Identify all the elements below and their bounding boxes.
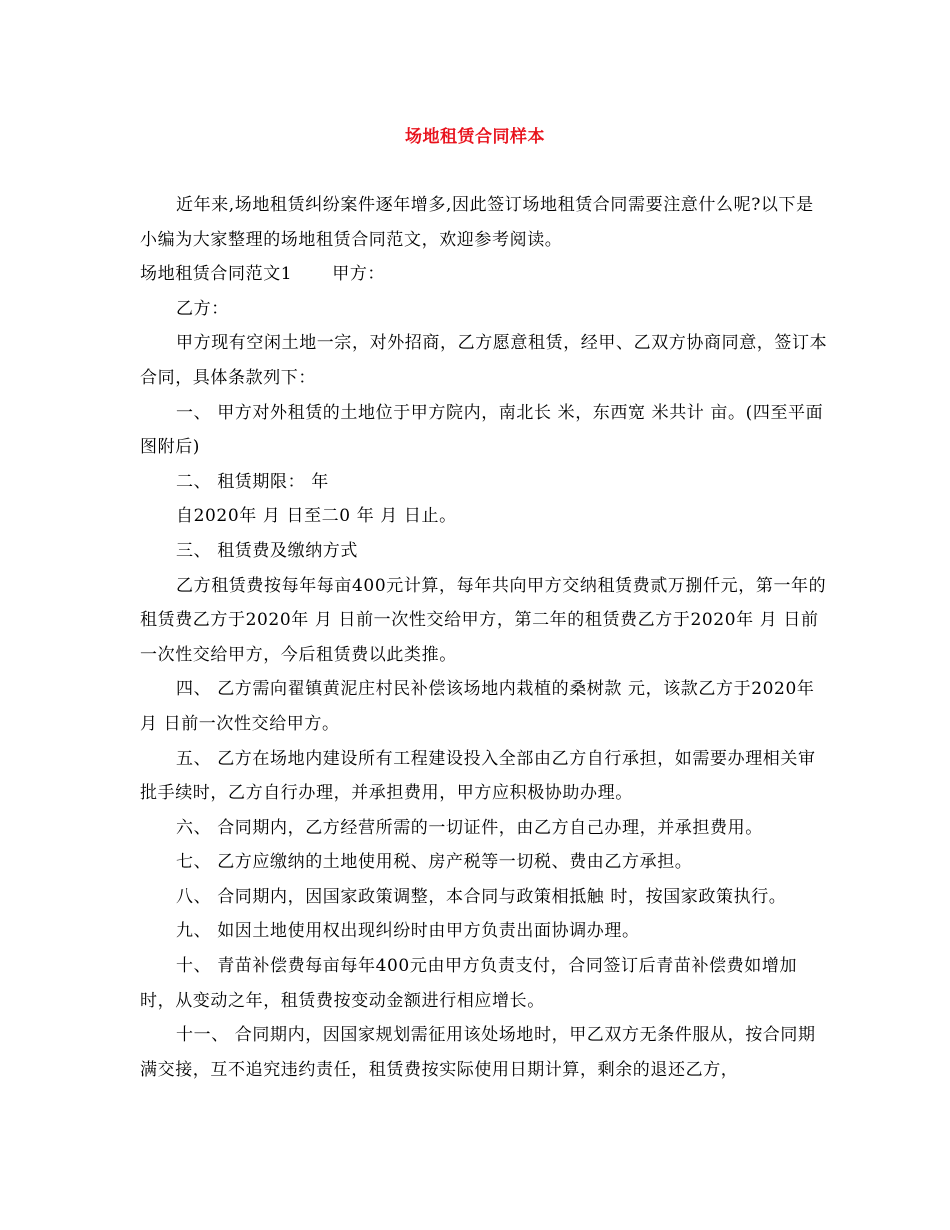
sample-heading-label: 场地租赁合同范文1 [140,264,293,285]
paragraph-clause-2: 二、 租赁期限： 年 [176,471,329,492]
paragraph-clause-4: 四、 乙方需向翟镇黄泥庄村民补偿该场地内栽植的桑树款 元，该款乙方于2020年 月 日前一次性交给甲方。 [140,679,815,734]
document-body [140,188,830,1087]
party-a-label: 甲方： [332,264,386,285]
paragraph-clause-3: 三、 租赁费及缴纳方式 [176,540,359,561]
paragraph-clause-7: 七、 乙方应缴纳的土地使用税、房产税等一切税、费由乙方承担。 [176,852,693,873]
paragraph-clause-6: 六、 合同期内，乙方经营所需的一切证件，由乙方自己办理，并承担费用。 [176,817,763,838]
paragraph-clause-5: 五、 乙方在场地内建设所有工程建设投入全部由乙方自行承担，如需要办理相关审批手续时，乙方自行办理，并承担费用，甲方应积极协助办理。 [140,748,816,804]
paragraph-clause-8: 八、 合同期内，因国家政策调整，本合同与政策相抵触 时，按国家政策执行。 [176,886,787,907]
paragraph-clause-10: 十、 青苗补偿费每亩每年400元由甲方负责支付，合同签订后青苗补偿费如增加时，从变动之年，租赁费按变动金额进行相应增长。 [140,956,798,1011]
paragraph-clause-3-detail: 乙方租赁费按每年每亩400元计算，每年共向甲方交纳租赁费贰万捌仟元，第一年的租赁费乙方于2020年 月 日前一次性交给甲方，第二年的租赁费乙方于2020年 月 日前一次性交给甲方，今后租赁费以此类推。 [140,575,827,665]
paragraph-clause-9: 九、 如因土地使用权出现纠纷时由甲方负责出面协调办理。 [176,921,640,942]
document-title: 场地租赁合同样本 [405,127,545,147]
paragraph-party-b: 乙方： [176,298,229,319]
paragraph-clause-1: 一、 甲方对外租赁的土地位于甲方院内，南北长 米，东西宽 米共计 亩。(四至平面图附后) [140,402,824,458]
paragraph-preamble: 甲方现有空闲土地一宗，对外招商，乙方愿意租赁，经甲、乙双方协商同意，签订本合同，具体条款列下： [140,333,828,388]
paragraph-clause-11: 十一、 合同期内，因国家规划需征用该处场地时，甲乙双方无条件服从，按合同期满交接，互不追究违约责任，租赁费按实际使用日期计算，剩余的退还乙方， [140,1025,816,1080]
paragraph-clause-2-dates: 自2020年 月 日至二0 年 月 日止。 [176,506,457,527]
paragraph-sample-heading [140,257,830,292]
paragraph-intro: 近年来,场地租赁纠纷案件逐年增多,因此签订场地租赁合同需要注意什么呢?以下是小编为大家整理的场地租赁合同范文，欢迎参考阅读。 [140,195,814,250]
